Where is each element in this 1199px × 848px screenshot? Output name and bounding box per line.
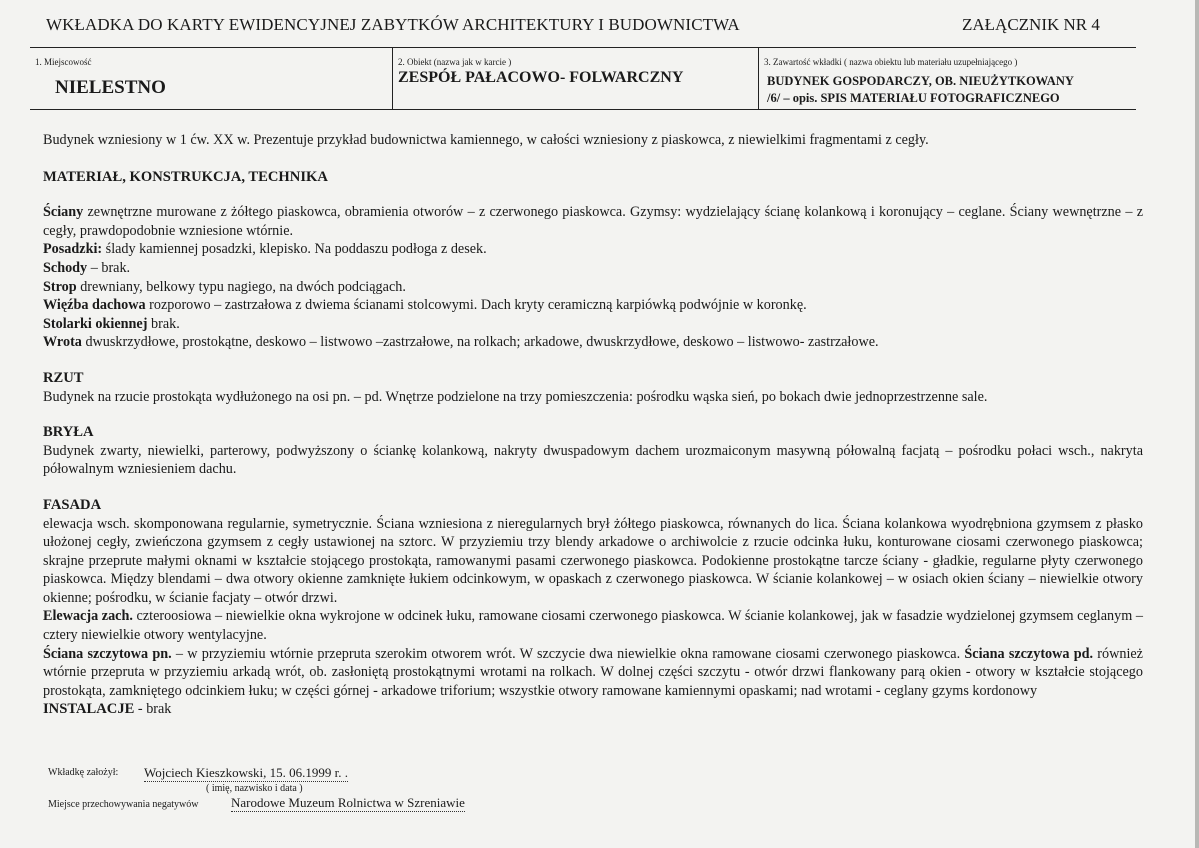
walls-term: Ściany: [43, 204, 84, 221]
windows-term: Stolarki okiennej: [43, 315, 148, 332]
west-elevation-text: czteroosiowa – niewielkie okna wykrojone w odcinek łuku, ramowane ciosami czerwonego piaskowca. W ścianie kolankowej, jak w fasadzie wydzielonej gzymsem ceglanym – cztery niewielkie otwory wentylacyjne.: [43, 608, 1143, 644]
storage-value: Narodowe Muzeum Rolnictwa w Szreniawie: [231, 795, 465, 810]
installations-paragraph: [43, 700, 1143, 719]
locality-label: 1. Miejscowość: [35, 57, 92, 67]
installations-heading: INSTALACJE: [43, 701, 135, 718]
south-gable-term: Ściana szczytowa pd.: [964, 645, 1094, 662]
windows-text: brak.: [147, 315, 180, 332]
contents-cell: [758, 48, 1137, 109]
roof-paragraph: [43, 296, 1143, 315]
created-value: Wojciech Kieszkowski, 15. 06.1999 r. .: [144, 765, 349, 780]
west-elevation-term: Elewacja zach.: [43, 608, 133, 625]
scan-edge-strip: [1195, 0, 1199, 848]
floors-paragraph: [43, 240, 1143, 259]
floors-term: Posadzki:: [43, 241, 103, 258]
intro-paragraph: Budynek wzniesiony w 1 ćw. XX w. Prezentuje przykład budownictwa kamiennego, w całości wzniesiony z piaskowca, z niewielkimi fragmentami z cegły.: [43, 132, 929, 148]
contents-label: 3. Zawartość wkładki ( nazwa obiektu lub materiału uzupełniającego ): [764, 57, 1018, 67]
facade-heading: FASADA: [43, 496, 102, 513]
created-label: Wkładkę założył:: [48, 767, 119, 778]
north-gable-text: – w przyziemiu wtórnie przepruta szerokim otworem wrót. W szczycie dwa niewielkie okna ramowane ciosami czerwonego piaskowca.: [171, 645, 965, 662]
north-gable-term: Ściana szczytowa pn.: [43, 645, 172, 662]
contents-value-line2: /6/ – opis. SPIS MATERIAŁU FOTOGRAFICZNEGO: [767, 91, 1060, 105]
installations-text: - brak: [134, 701, 172, 718]
west-elevation-paragraph: [43, 607, 1143, 644]
floors-text: ślady kamiennej posadzki, klepisko. Na poddaszu podłoga z desek.: [102, 241, 487, 258]
object-label: 2. Obiekt (nazwa jak w karcie ): [398, 57, 512, 67]
annex-number: ZAŁĄCZNIK NR 4: [962, 15, 1100, 34]
object-cell: [392, 48, 759, 109]
locality-value: NIELESTNO: [55, 77, 166, 98]
contents-value-line1: BUDYNEK GOSPODARCZY, OB. NIEUŻYTKOWANY: [767, 74, 1074, 88]
gable-walls-paragraph: [43, 645, 1143, 701]
ceiling-term: Strop: [43, 278, 77, 295]
stairs-term: Schody: [43, 259, 88, 276]
material-heading: MATERIAŁ, KONSTRUKCJA, TECHNIKA: [43, 168, 328, 185]
massing-paragraph: Budynek zwarty, niewielki, parterowy, podwyższony o ściankę kolankową, nakryty dwuspadowym dachem urozmaiconym masywną półowalną facjatą – pośrodku połaci wsch., nakryta półowalnym wzniesieniem dachu.: [43, 442, 1143, 478]
massing-heading: BRYŁA: [43, 424, 94, 441]
locality-cell: [30, 48, 392, 109]
document-title: WKŁADKA DO KARTY EWIDENCYJNEJ ZABYTKÓW ARCHITEKTURY I BUDOWNICTWA: [46, 15, 740, 34]
walls-paragraph: [43, 203, 1143, 240]
document-body: [43, 131, 1143, 719]
walls-text: zewnętrzne murowane z żółtego piaskowca, obramienia otworów – z czerwonego piaskowca. Gzymsy: wydzielający ścianę kolankową i koronujący – ceglane. Ściany wewnętrzne – z cegły, prawdopodobnie wzniesione wtórnie.: [43, 204, 1143, 239]
roof-term: Więźba dachowa: [43, 297, 146, 314]
ceiling-paragraph: [43, 278, 1143, 297]
gates-text: dwuskrzydłowe, prostokątne, deskowo – listwowo –zastrzałowe, na rolkach; arkadowe, dwuskrzydłowe, deskowo – listwowo- zastrzałowe.: [81, 334, 879, 351]
gates-term: Wrota: [43, 334, 82, 351]
plan-paragraph: Budynek na rzucie prostokąta wydłużonego na osi pn. – pd. Wnętrze podzielone na trzy pomieszczenia: pośrodku wąska sień, po bokach dwie jednoprzestrzenne sale.: [43, 388, 988, 405]
south-gable-text: również wtórnie przepruta w przyziemiu arkadą wrót, ob. zasłoniętą prostokątnymi wrotami na rolkach. W dolnej części szczytu - otwór drzwi flankowany parą okien - otwory w kształcie stojącego prostokąta, zamkniętego odcinkiem łuku; w części górnej - arkadowe triforium; wszystkie otwory ramowane kamiennymi opaskami; nad wrotami - ceglany gzyms kordonowy: [43, 645, 1143, 699]
gates-paragraph: [43, 333, 1143, 352]
created-hint: ( imię, nazwisko i data ): [206, 783, 303, 794]
roof-text: rozporowo – zastrzałowa z dwiema ścianami stolcowymi. Dach kryty ceramiczną karpiówką podwójnie w koronkę.: [145, 297, 807, 314]
stairs-text: – brak.: [87, 259, 131, 276]
object-value: ZESPÓŁ PAŁACOWO- FOLWARCZNY: [398, 69, 684, 86]
plan-heading: RZUT: [43, 369, 84, 386]
ceiling-text: drewniany, belkowy typu nagiego, na dwóch podciągach.: [76, 278, 406, 295]
storage-label: Miejsce przechowywania negatywów: [48, 799, 199, 810]
facade-paragraph: elewacja wsch. skomponowana regularnie, symetrycznie. Ściana wzniesiona z nieregularnych brył żółtego piaskowca, równanych do lica. Ściana kolankowa wyodrębniona gzymsem z płasko ułożonej cegły, zwieńczona gzymsem z cegły ustawionej na sztorc. W przyziemiu trzy blendy arkadowe o archiwolcie z rzucie odcinka łuku, konturowane ciosami czerwonego piaskowca; skrajne przeprute małymi oknami w kształcie stojącego prostokąta, ramowanymi pasami czerwonego piaskowca. Podokienne prostokątne tarcze ściany - gładkie, regularne płyty czerwonego piaskowca. Między blendami – dwa otwory okienne zamknięte łukiem odcinkowym, w opaskach z czerwonego piaskowca. W ścianie kolankowej – w osiach okien ściany – niewielkie otwory okienne; pośrodku, w ścianie facjaty – otwór drzwi.: [43, 515, 1143, 606]
stairs-paragraph: [43, 259, 1143, 278]
windows-paragraph: [43, 315, 1143, 334]
header-fields-table: [30, 47, 1136, 110]
